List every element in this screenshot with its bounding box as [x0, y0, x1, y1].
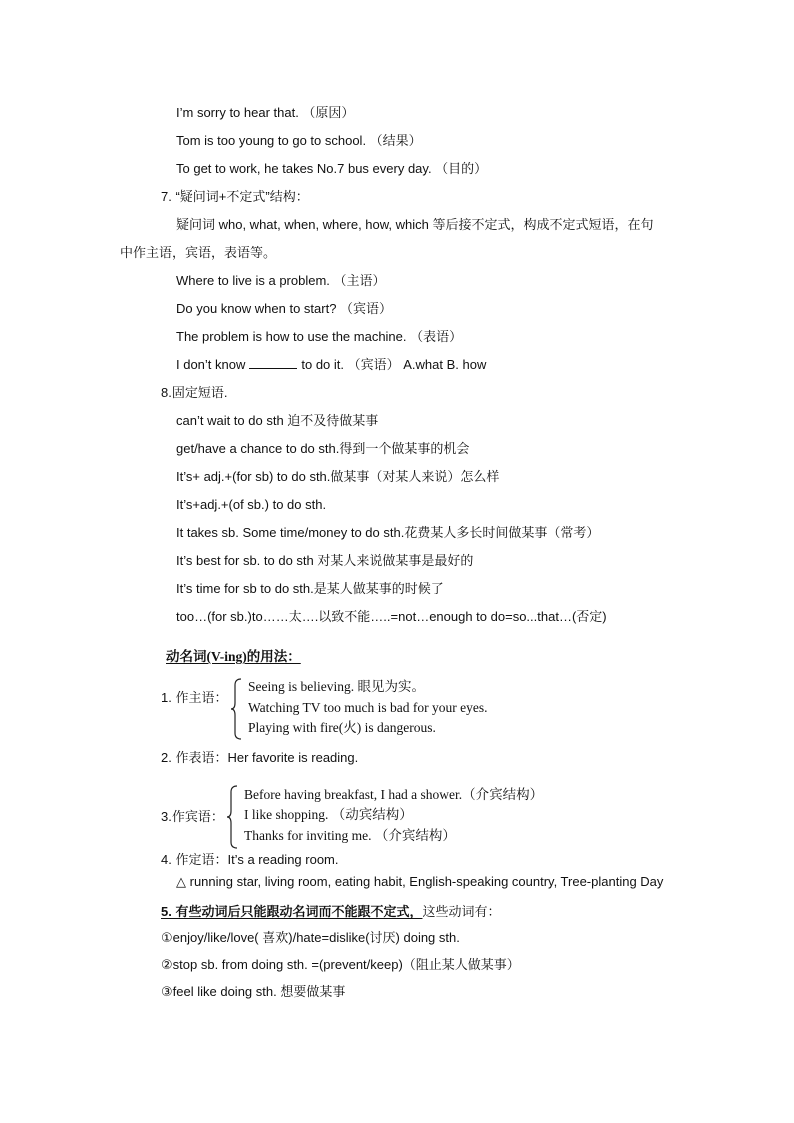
phrase-5: It takes sb. Some time/money to do sth.花费某人多长时间做某事（常考）: [176, 525, 600, 540]
section-5-heading-rest: 这些动词有：: [422, 904, 501, 919]
example-object: Do you know when to start? （宾语）: [176, 301, 393, 316]
section-7-paragraph-line1: 疑问词 who, what, when, where, how, which 等后接不定式，构成不定式短语，在句: [176, 217, 654, 232]
verb-list-3: ③feel like doing sth. 想要做某事: [161, 984, 346, 999]
gerund-subject-label: 1. 作主语：: [161, 690, 228, 705]
phrase-6: It’s best for sb. to do sth 对某人来说做某事是最好的: [176, 553, 474, 568]
gerund-object-example-3: Thanks for inviting me. （介宾结构）: [244, 828, 456, 843]
exercise-text-end: to do it. （宾语） A.what B. how: [301, 357, 487, 372]
gerund-attributive: 4. 作定语：It’s a reading room.: [161, 852, 339, 867]
example-exercise: [176, 356, 486, 374]
section-5-heading-bold: 5. 有些动词后只能跟动名词而不能跟不定式，: [161, 904, 423, 919]
gerund-subject-example-1: Seeing is believing. 眼见为实。: [248, 679, 425, 694]
example-purpose: To get to work, he takes No.7 bus every day. （目的）: [176, 161, 488, 176]
gerund-predicative: 2. 作表语：Her favorite is reading.: [161, 750, 359, 765]
phrase-1: can’t wait to do sth 迫不及待做某事: [176, 413, 379, 428]
left-brace-icon: [230, 677, 244, 741]
gerund-object-label: 3.作宾语：: [161, 809, 224, 824]
verb-list-2: ②stop sb. from doing sth. =(prevent/keep)（阻止某人做某事）: [161, 957, 520, 972]
phrase-7: It’s time for sb to do sth.是某人做某事的时候了: [176, 581, 444, 596]
phrase-3: It’s+ adj.+(for sb) to do sth.做某事（对某人来说）怎么样: [176, 469, 500, 484]
gerund-object-example-2: I like shopping. （动宾结构）: [244, 807, 413, 822]
example-subject: Where to live is a problem. （主语）: [176, 273, 386, 288]
gerund-object-example-1: Before having breakfast, I had a shower.（介宾结构）: [244, 787, 544, 802]
example-predicative: The problem is how to use the machine. （表语）: [176, 329, 463, 344]
gerund-subject-example-3: Playing with fire(火) is dangerous.: [248, 720, 436, 735]
section-8-heading: 8.固定短语.: [161, 385, 228, 400]
example-reason: I’m sorry to hear that. （原因）: [176, 105, 355, 120]
phrase-4: It’s+adj.+(of sb.) to do sth.: [176, 497, 327, 512]
verb-list-1: ①enjoy/like/love( 喜欢)/hate=dislike(讨厌) doing sth.: [161, 930, 460, 945]
section-7-paragraph-line2: 中作主语，宾语，表语等。: [120, 245, 277, 260]
answer-blank: [249, 356, 297, 369]
gerund-section-title: 动名词(V-ing)的用法：: [166, 649, 301, 664]
phrase-8: too…(for sb.)to……太….以致不能…..=not…enough to do=so...that…(否定): [176, 609, 607, 624]
left-brace-icon: [226, 784, 240, 850]
gerund-attributive-examples: △ running star, living room, eating habit, English-speaking country, Tree-planting Day: [176, 874, 664, 889]
gerund-subject-example-2: Watching TV too much is bad for your eyes.: [248, 700, 488, 715]
phrase-2: get/have a chance to do sth.得到一个做某事的机会: [176, 441, 470, 456]
section-7-heading: 7. “疑问词+不定式”结构：: [161, 189, 309, 204]
example-result: Tom is too young to go to school. （结果）: [176, 133, 422, 148]
section-5-heading: [161, 903, 500, 921]
exercise-text-start: I don’t know: [176, 357, 246, 372]
